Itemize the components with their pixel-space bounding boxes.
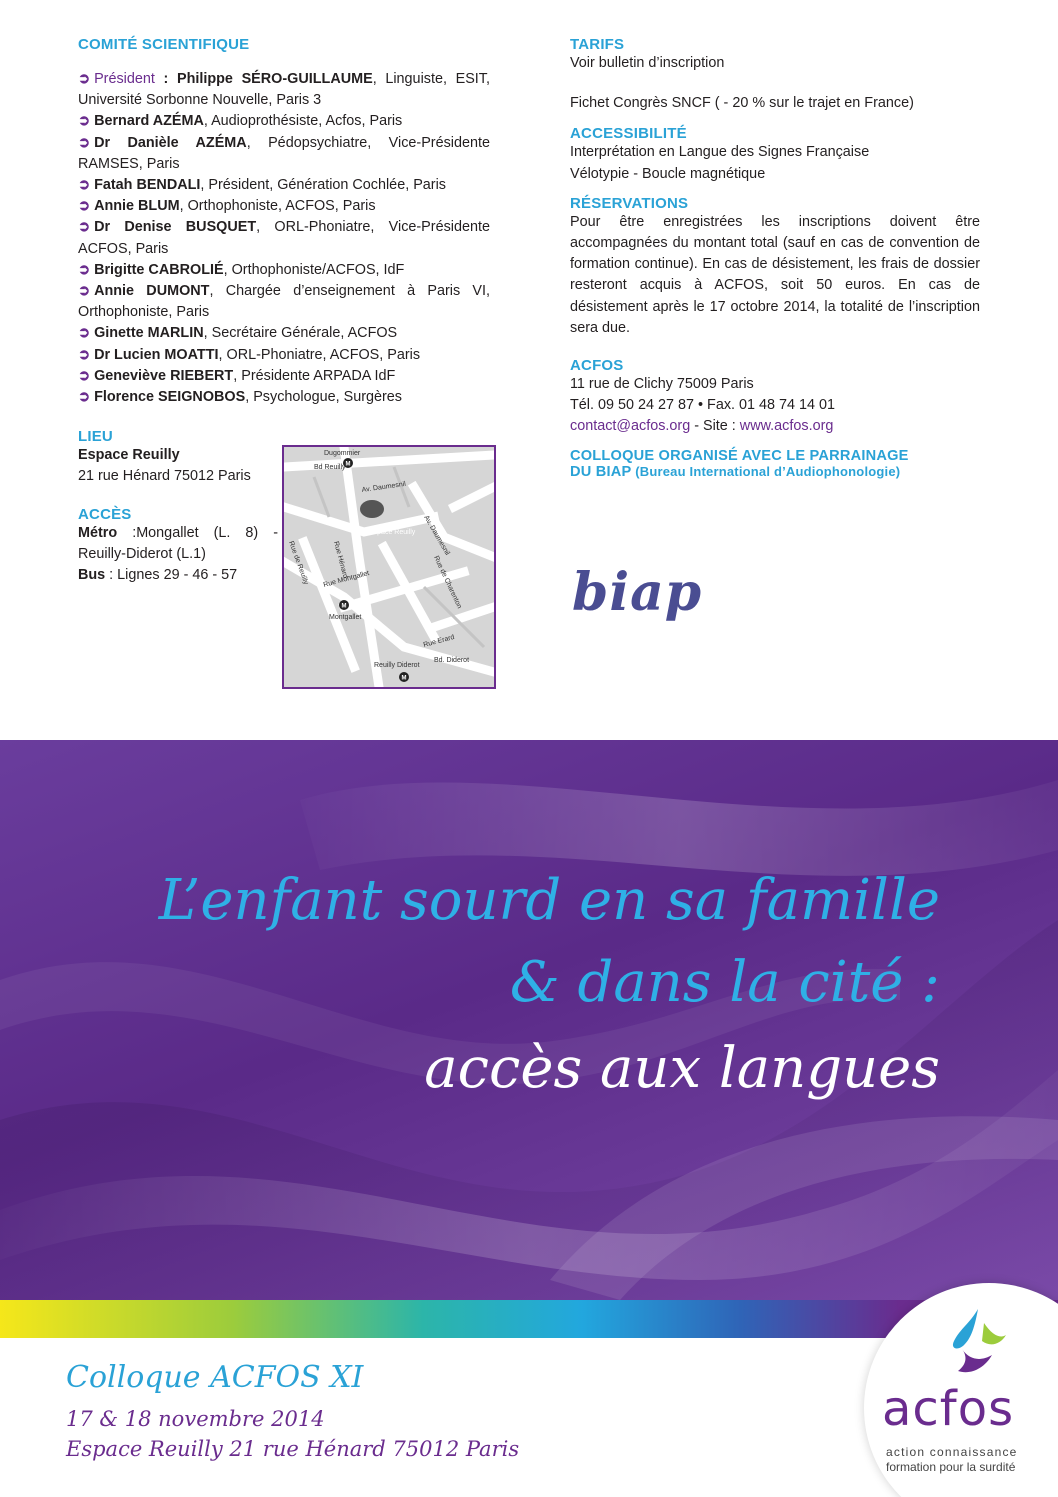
map-label: Espace Reuilly <box>369 529 416 536</box>
bus-text: : Lignes 29 - 46 - 57 <box>105 567 238 584</box>
bus-label: Bus <box>78 567 106 584</box>
reservations-heading: RÉSERVATIONS <box>570 194 689 212</box>
svg-text:M: M <box>401 675 407 682</box>
arrow-right-icon: ➲ <box>78 134 91 151</box>
member-name: Dr Lucien MOATTI <box>94 346 219 363</box>
committee-member <box>78 281 490 323</box>
member-name: Bernard AZÉMA <box>94 113 204 130</box>
arrow-right-icon: ➲ <box>78 198 91 215</box>
map-label: Montgallet <box>329 614 362 621</box>
footer-event: Colloque ACFOS XI <box>66 1360 364 1395</box>
acfos-tagline-2: formation pour la surdité <box>886 1460 1016 1474</box>
map-label: Bd Reuilly <box>314 464 346 471</box>
acfos-swirl-icon <box>940 1305 1010 1385</box>
svg-text:M: M <box>341 603 347 610</box>
committee-member <box>78 387 490 408</box>
committee-member <box>78 260 490 281</box>
parrainage-paren: (Bureau International d’Audiophonologie) <box>631 463 901 479</box>
site-sep: - Site : <box>690 418 740 435</box>
arrow-right-icon: ➲ <box>78 283 91 300</box>
lieu-address: 21 rue Hénard 75012 Paris <box>78 468 251 485</box>
svg-text:M: M <box>345 461 351 468</box>
member-desc: , Audioprothésiste, Acfos, Paris <box>203 113 403 130</box>
member-name: Fatah BENDALI <box>94 177 201 194</box>
tarifs-line1: Voir bulletin d’inscription <box>570 55 725 71</box>
committee-member <box>78 133 490 175</box>
committee-member <box>78 217 490 259</box>
parrainage-biap: DU BIAP <box>570 463 632 480</box>
map-label: Reuilly Diderot <box>374 662 420 669</box>
map-label: Rue Hénard <box>332 540 349 579</box>
reservations-text: Pour être enregistrées les inscriptions doivent être accompagnées du montant total (sauf en cas de convention de formation continue). En cas de désistement, les frais de dossier resteront acquis à ACFOS, soit 50 euros. En cas de désistement après le 17 octobre 2014, la totalité de l’inscription sera due. <box>570 213 980 336</box>
footer-dates: 17 & 18 novembre 2014 <box>66 1407 325 1431</box>
member-name: Ginette MARLIN <box>94 325 204 342</box>
banner-waves <box>0 740 1058 1300</box>
map-label: Av. Daumesnil <box>361 480 407 494</box>
lieu-heading: LIEU <box>78 428 113 446</box>
president-sep: : <box>154 71 177 87</box>
location-map <box>282 445 496 689</box>
acfos-wordmark: acfos <box>882 1381 1015 1437</box>
acfos-web <box>570 416 980 437</box>
acces-heading: ACCÈS <box>78 505 132 523</box>
arrow-right-icon: ➲ <box>78 219 91 236</box>
acfos-address: 11 rue de Clichy 75009 Paris <box>570 376 754 393</box>
right-column <box>570 36 980 480</box>
biap-logo: biap <box>572 562 703 623</box>
president-desc: , Linguiste, ESIT, Université Sorbonne Nouvelle, Paris 3 <box>78 71 490 109</box>
arrow-right-icon: ➲ <box>78 325 91 342</box>
map-label: Rue de Reuilly <box>287 540 310 586</box>
member-desc: , Psychologue, Surgères <box>245 389 402 406</box>
footer-place: Espace Reuilly 21 rue Hénard 75012 Paris <box>66 1437 520 1461</box>
acfos-heading: ACFOS <box>570 357 624 375</box>
president-label: Président <box>94 71 155 87</box>
committee-members <box>78 111 490 408</box>
tarifs-line2: Fichet Congrès SNCF ( - 20 % sur le trajet en France) <box>570 95 914 112</box>
map-label: Rue de Charenton <box>432 554 463 610</box>
map-label: Bd. Diderot <box>434 657 470 664</box>
map-label: Rue Erard <box>422 633 456 649</box>
member-name: Annie BLUM <box>94 198 180 215</box>
map-drawing <box>284 447 494 687</box>
title-line-2: & dans la cité : <box>509 950 940 1015</box>
accessibilite-line2: Vélotypie - Boucle magnétique <box>570 165 766 182</box>
committee-member <box>78 345 490 366</box>
acfos-tagline-1: action connaissance <box>886 1445 1018 1459</box>
member-desc: , Pédopsychiatre, Vice-Présidente RAMSES, Paris <box>78 134 491 172</box>
committee-heading: COMITÉ SCIENTIFIQUE <box>78 36 250 53</box>
committee-member <box>78 175 490 196</box>
parrainage-line2 <box>570 464 980 480</box>
parrainage-heading <box>570 448 980 480</box>
parrainage-line1: COLLOQUE ORGANISÉ AVEC LE PARRAINAGE <box>570 447 909 464</box>
arrow-right-icon: ➲ <box>78 71 91 87</box>
member-name: Florence SEIGNOBOS <box>94 389 246 406</box>
member-desc: , Président, Génération Cochlée, Paris <box>200 177 446 194</box>
acfos-phone: Tél. 09 50 24 27 87 • Fax. 01 48 74 14 01 <box>570 397 836 414</box>
arrow-right-icon: ➲ <box>78 261 91 278</box>
member-name: Geneviève RIEBERT <box>94 367 234 384</box>
map-label: Dugommier <box>324 450 361 457</box>
member-desc: , ORL-Phoniatre, ACFOS, Paris <box>218 346 421 363</box>
arrow-right-icon: ➲ <box>78 389 91 406</box>
member-name: Dr Danièle AZÉMA <box>94 134 247 151</box>
president-name: Philippe SÉRO-GUILLAUME <box>176 71 373 87</box>
member-desc: , Orthophoniste, ACFOS, Paris <box>179 198 376 215</box>
acces-metro <box>78 523 278 565</box>
title-banner <box>0 740 1058 1300</box>
arrow-right-icon: ➲ <box>78 367 91 384</box>
member-desc: , Présidente ARPADA IdF <box>233 367 396 384</box>
arrow-right-icon: ➲ <box>78 177 91 194</box>
committee-member <box>78 111 490 132</box>
member-name: Dr Denise BUSQUET <box>94 219 257 236</box>
metro-label: Métro <box>78 524 118 541</box>
title-line-1: L’enfant sourd en sa famille <box>158 868 940 933</box>
member-desc: , Chargée d’enseignement à Paris VI, Orthophoniste, Paris <box>78 283 491 321</box>
site-link[interactable]: www.acfos.org <box>739 418 834 435</box>
map-label: Av. Daumesnil <box>422 514 451 557</box>
member-desc: , ORL-Phoniatre, Vice-Présidente ACFOS, Paris <box>78 219 490 257</box>
committee-member <box>78 366 490 387</box>
arrow-right-icon: ➲ <box>78 113 91 130</box>
email-link[interactable]: contact@acfos.org <box>570 418 691 435</box>
member-name: Annie DUMONT <box>94 283 210 300</box>
committee-member <box>78 196 490 217</box>
arrow-right-icon: ➲ <box>78 346 91 363</box>
title-line-3: accès aux langues <box>424 1036 940 1101</box>
accessibilite-line1: Interprétation en Langue des Signes Française <box>570 144 870 161</box>
committee-president <box>78 69 490 111</box>
member-desc: , Secrétaire Générale, ACFOS <box>203 325 398 342</box>
member-desc: , Orthophoniste/ACFOS, IdF <box>223 261 405 278</box>
accessibilite-heading: ACCESSIBILITÉ <box>570 125 687 143</box>
member-name: Brigitte CABROLIÉ <box>94 261 224 278</box>
committee-member <box>78 323 490 344</box>
tarifs-heading: TARIFS <box>570 36 625 53</box>
map-label: Rue Montgallet <box>322 569 371 589</box>
venue-name: Espace Reuilly <box>78 447 180 464</box>
metro-text: :Mongallet (L. 8) - Reuilly-Diderot (L.1) <box>78 524 278 562</box>
